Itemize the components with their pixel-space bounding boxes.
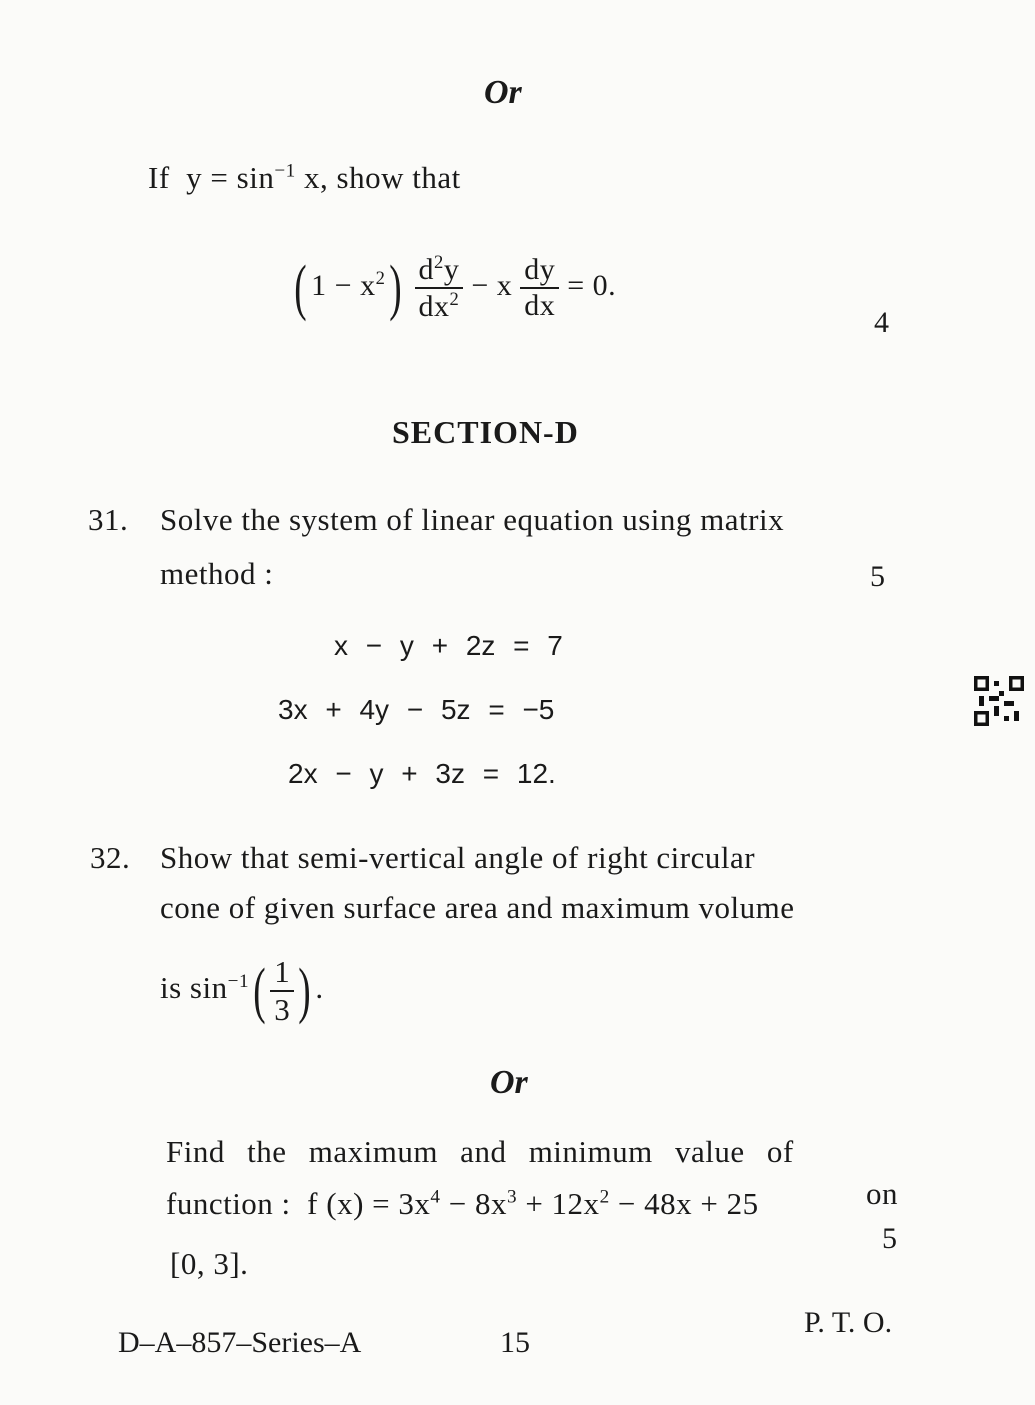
q30-dx: dx [418,290,450,323]
q32-alt-t2: − 8x [440,1186,507,1221]
q30-dy: dy [520,253,559,289]
section-heading: SECTION-D [392,414,579,450]
q32-frac-num: 1 [270,954,294,992]
q30-marks: 4 [874,306,889,339]
q30-dx-den: dx [524,289,556,322]
q32-is-sin: is sin [160,970,228,1006]
q31-eq-3: 2x − y + 3z = 12. [288,758,556,789]
q30-dy-dx [520,253,559,323]
q31-marks: 5 [870,560,885,593]
q30-eq-end: = 0. [567,268,617,302]
q31-number: 31. [88,502,129,537]
q32-end: . [315,970,324,1006]
q30-d: d [418,253,435,286]
q32-number: 32. [90,840,131,875]
q30-inv: −1 [274,160,296,182]
q31-line1: Solve the system of linear equation using matrix [160,502,785,537]
q32-alt-p3: 3 [506,1186,518,1208]
q30-y: y [443,253,460,286]
q32-line3: is $\sin^{-1}$( $\frac{1}{3}$ ) . [160,954,324,1027]
q32-alt-line3: [0, 3]. [170,1246,249,1281]
q32-alt-t3: + 12x [517,1186,600,1221]
or-heading-bottom: Or [490,1064,528,1101]
q31-eq-2: 3x + 4y − 5z = −5 [278,694,555,725]
q32-one-third [270,954,294,1028]
q32-frac-den: 3 [274,992,291,1027]
q30-lhs: y = sin [186,160,275,195]
q30-equation: ( $1 - x^2$) $\frac{d^2y}{dx^2}$ − x $\frac{dy}{dx}$ = 0. [294,252,617,323]
q30-d2-sup: 2 [434,252,444,273]
q32-alt-line2 [166,1186,759,1222]
q30-var: x, show that [304,160,461,195]
q30-minus-x: − x [471,268,513,302]
q32-alt-p4: 4 [430,1186,441,1208]
q32-line1: Show that semi-vertical angle of right circular [160,840,756,875]
q30-d2y-dx2 [415,252,464,324]
q30-if: If [148,160,170,195]
q32-alt-function-label: function : [166,1186,291,1221]
qr-code [974,676,1024,726]
q32-line2: cone of given surface area and maximum volume [160,890,795,925]
q32-inv: −1 [227,970,250,992]
or-heading-top: Or [484,74,522,111]
q32-alt-on: on [866,1176,898,1211]
q32-alt-p2: 2 [599,1186,610,1208]
q31-eq-1: x − y + 2z = 7 [334,630,563,661]
footer-pto: P. T. O. [804,1306,893,1339]
q30-alt-statement [148,160,461,196]
q30-one-minus-x: 1 − x [311,268,376,302]
q31-line2: method : [160,556,274,591]
footer-page-number: 15 [500,1326,530,1359]
q30-sq: 2 [375,267,386,289]
q32-alt-marks: 5 [882,1222,897,1255]
q32-alt-t4: − 48x + 25 [609,1186,759,1221]
footer-series-code: D–A–857–Series–A [118,1326,362,1359]
q32-alt-line1: Find the maximum and minimum value of [166,1134,794,1169]
q30-dx2-sup: 2 [449,289,460,310]
q32-alt-func: f (x) = 3x [307,1186,431,1221]
